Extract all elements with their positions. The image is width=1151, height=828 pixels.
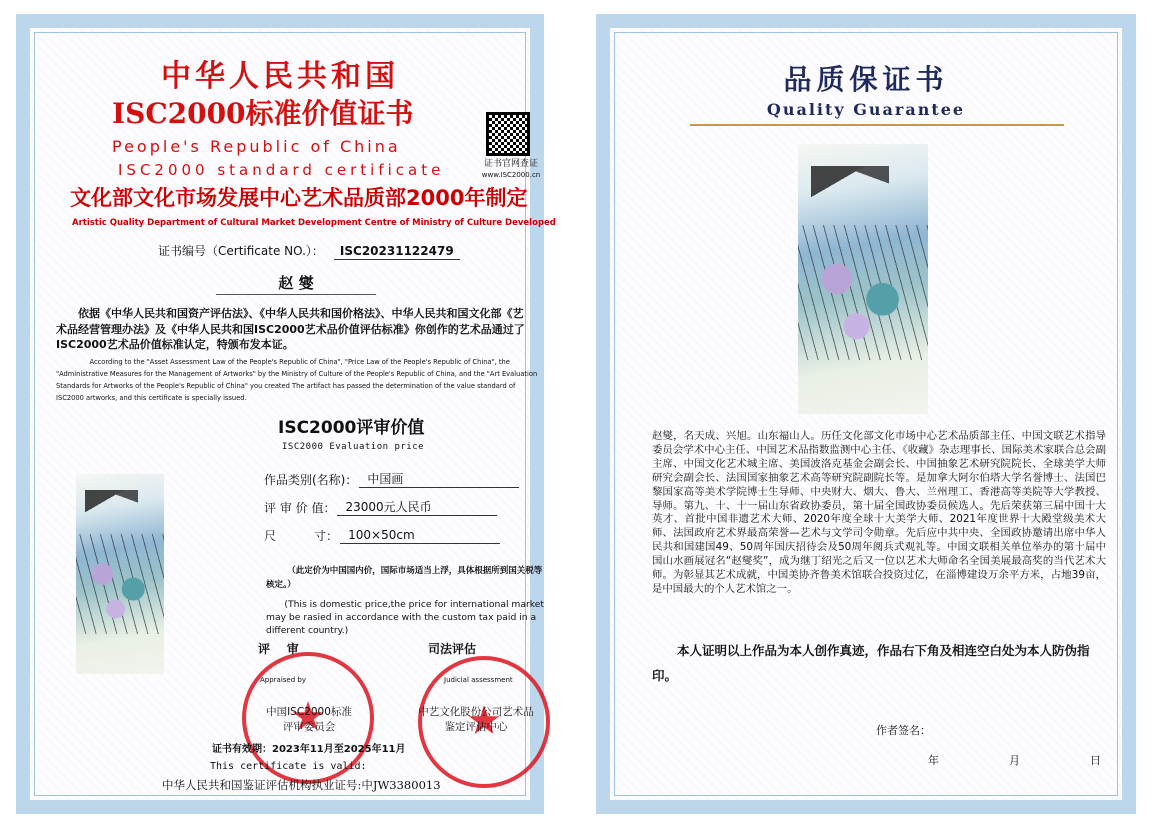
- certificate-number: [158, 244, 460, 260]
- review-org: [244, 705, 374, 735]
- issuer-cn: 文化部文化市场发展中心艺术品质部2000年制定: [70, 186, 528, 210]
- judicial-label: 司法评估: [428, 642, 477, 656]
- review-label: 评 审: [258, 642, 299, 656]
- qr-code-icon[interactable]: [486, 112, 530, 156]
- subtitle-en: ISC2000 standard certificate: [118, 161, 445, 179]
- review-en: Appraised by: [260, 676, 306, 684]
- artist-bio: 赵燮，名天成、兴旭。山东福山人。历任文化部文化市场中心艺术品质部主任、中国文联艺术指导委员会学术中心主任、中国艺术品指数监测中心主任、《收藏》杂志理事长、国际美术家联合总会副主席、中国文化艺术城主席、美国波洛克基金会副会长、中国抽象艺术研究院院长、全球美学大师研究会副会长、法国国家抽象艺术高等研究院副院长等。是加拿大阿尔伯塔大学名誉博士、法国巴黎国家高等美术学院博士生导师、中央财大、烟大、鲁大、兰州理工、香港高等美院等大学教授、导师。第九、十、十一届山东省政协委员，第十届全国政协委员候选人。先后荣获第三届中国十大英才、首批中国非遗艺术大师、2020年度全球十大美学大师、2021年度世界十大殿堂级美术大师、法国政府艺术界最高荣誉—艺术与文学司令勋章。先后应中共中央、全国政协邀请出席中华人民共和国建国49、50周年国庆招待会及50周年阅兵式观礼等。中国文联相关单位举办的第十届中国山水画展冠名“赵燮奖”，成为继丁绍光之后又一位以艺术大师命名全国美展最高奖的当代艺术大师。为彰显其艺术成就，中国美协齐鲁美术馆联合投资过亿，在淄博建设万余平方米，占地39亩，是中国最大的个人艺术馆之一。: [652, 430, 1106, 595]
- license-number: 中华人民共和国鉴证评估机构执业证号:中JW3380013: [162, 778, 441, 792]
- body-en: According to the "Asset Assessment Law of the People's Republic of China", "Price Law of the People's Republic of China", the "Administrative Measures for the Management of Artworks" by the Ministry of Culture of the People's Republic of China, and the "Art Evaluation Standards for Artworks of the People's Republic of China" you created The artifact has passed the determination of the value standard of ISC2000 artworks, and this certificate is specially issued.: [56, 358, 538, 402]
- field-value: 中国画: [359, 472, 519, 488]
- validity: 证书有效期：2023年11月至2025年11月: [212, 744, 406, 755]
- subtitle-cn: ISC2000标准价值证书: [112, 97, 414, 130]
- artist-name: 赵 燮: [216, 274, 376, 295]
- field-price: [264, 500, 497, 516]
- title-en: People's Republic of China: [112, 137, 401, 156]
- artwork-image: [76, 474, 164, 674]
- title-cn: 品质保证书: [783, 63, 949, 96]
- field-value: 100×50cm: [340, 528, 500, 544]
- qr-label: 证书官网查证: [483, 159, 538, 169]
- issuer-en: Artistic Quality Department of Cultural Market Development Centre of Ministry of Culture Developed: [72, 218, 556, 228]
- review-org-line: 评审委员会: [282, 721, 336, 733]
- date-label: 年 月 日: [928, 754, 1101, 767]
- judicial-en: Judicial assessment: [444, 676, 513, 684]
- divider: [690, 124, 1064, 126]
- signature-label: 作者签名：: [876, 724, 931, 737]
- judicial-org-line: 中艺文化股份公司艺术品: [418, 706, 534, 718]
- judicial-org: [406, 705, 546, 735]
- artwork-image: [798, 144, 928, 414]
- price-note-cn: （此定价为中国国内价，国际市场适当上浮，具体根据所到国关税等核定。）: [266, 566, 543, 590]
- field-size: [264, 528, 500, 544]
- title-en: Quality Guarantee: [766, 100, 966, 119]
- evaluation-title-en: ISC2000 Evaluation price: [282, 442, 425, 452]
- field-label: 作品类别(名称)：: [264, 473, 358, 487]
- body-cn: 依据《中华人民共和国资产评估法》、《中华人民共和国价格法》、中华人民共和国文化部《艺术品经营管理办法》及《中华人民共和国ISC2000艺术品价值评估标准》你创作的艺术品通过了ISC2000艺术品价值标准认定，特颁布发本证。: [56, 307, 525, 351]
- validity-en: This certificate is valid:: [210, 761, 367, 772]
- price-note-en: (This is domestic price,the price for international market may be rasied in accordance with the custom tax paid in a different country.): [266, 599, 545, 636]
- evaluation-title: ISC2000评审价值: [278, 418, 425, 438]
- quality-guarantee: [596, 14, 1136, 814]
- cert-no-value: ISC20231122479: [334, 244, 460, 260]
- field-label: 评 审 价 值：: [264, 501, 336, 515]
- title-cn: 中华人民共和国: [161, 59, 399, 94]
- value-certificate: [16, 14, 556, 814]
- authenticity-statement: 本人证明以上作品为本人创作真迹，作品右下角及相连空白处为本人防伪指印。: [652, 643, 1090, 683]
- cert-no-label: 证书编号（Certificate NO.）：: [158, 244, 324, 258]
- field-value: 23000元人民币: [337, 500, 497, 516]
- judicial-org-line: 鉴定评估中心: [444, 721, 508, 733]
- review-org-line: 中国ISC2000标准: [266, 706, 352, 718]
- field-label: 尺 寸：: [264, 529, 339, 543]
- field-category: [264, 472, 519, 488]
- qr-url: www.ISC2000.cn: [481, 171, 541, 179]
